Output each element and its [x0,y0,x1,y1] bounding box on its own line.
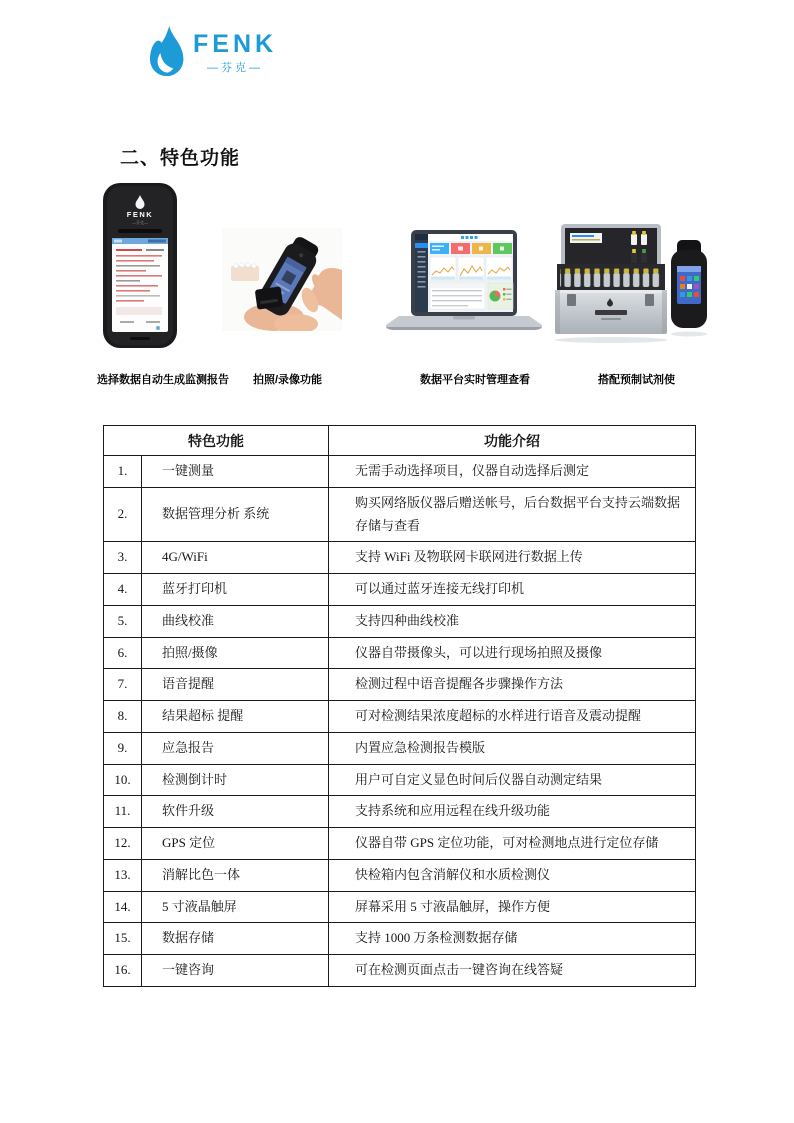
data-platform-illustration [381,230,547,332]
row-number: 4. [104,574,142,606]
svg-text:—芬克—: —芬克— [132,220,148,225]
image-caption-platform: 数据平台实时管理查看 [420,374,530,386]
row-number: 3. [104,542,142,574]
svg-text:FENK: FENK [126,210,154,219]
feature-name: 消解比色一体 [142,859,329,891]
feature-name: 4G/WiFi [142,542,329,574]
section-heading: 二、特色功能 [120,148,241,169]
feature-description: 支持四种曲线校准 [329,605,696,637]
feature-table-header-description: 功能介绍 [329,426,696,456]
table-row [104,456,696,488]
feature-description: 可在检测页面点击一键咨询在线答疑 [329,955,696,987]
table-row [104,637,696,669]
feature-description: 购买网络版仪器后赠送帐号，后台数据平台支持云端数据存储与查看 [329,487,696,542]
table-row [104,859,696,891]
row-number: 12. [104,828,142,860]
feature-description: 可对检测结果浓度超标的水样进行语音及震动提醒 [329,701,696,733]
row-number: 10. [104,764,142,796]
feature-name: 一键咨询 [142,955,329,987]
handheld-meter-illustration [100,183,180,348]
row-number: 11. [104,796,142,828]
logo-text: FENK [193,30,278,59]
table-row [104,542,696,574]
table-row [104,764,696,796]
table-row [104,955,696,987]
feature-name: 拍照/摄像 [142,637,329,669]
feature-table-header-features: 特色功能 [104,426,329,456]
feature-name: 数据存储 [142,923,329,955]
feature-description: 检测过程中语音提醒各步骤操作方法 [329,669,696,701]
product-photo-camera-function [222,228,342,331]
feature-name: 数据管理分析 系统 [142,487,329,542]
brand-logo [150,26,277,80]
feature-description: 仪器自带 GPS 定位功能，可对检测地点进行定位存储 [329,828,696,860]
feature-description: 屏幕采用 5 寸液晶触屏，操作方便 [329,891,696,923]
row-number: 15. [104,923,142,955]
table-row [104,828,696,860]
table-row [104,487,696,542]
table-row [104,923,696,955]
feature-description: 支持 1000 万条检测数据存储 [329,923,696,955]
feature-name: GPS 定位 [142,828,329,860]
row-number: 14. [104,891,142,923]
feature-description: 用户可自定义显色时间后仪器自动测定结果 [329,764,696,796]
row-number: 16. [104,955,142,987]
table-row [104,732,696,764]
feature-description: 仪器自带摄像头，可以进行现场拍照及摄像 [329,637,696,669]
camera-function-illustration [222,228,342,331]
image-caption-reagent: 搭配预制试剂使 [598,374,675,386]
feature-name: 5 寸液晶触屏 [142,891,329,923]
feature-name: 一键测量 [142,456,329,488]
feature-name: 检测倒计时 [142,764,329,796]
row-number: 6. [104,637,142,669]
feature-description: 快检箱内包含消解仪和水质检测仪 [329,859,696,891]
feature-table-header-row [104,426,696,456]
row-number: 5. [104,605,142,637]
image-caption-camera: 拍照/录像功能 [253,374,323,386]
feature-description: 无需手动选择项目，仪器自动选择后测定 [329,456,696,488]
feature-name: 应急报告 [142,732,329,764]
feature-name: 曲线校准 [142,605,329,637]
table-row [104,605,696,637]
feature-table-body [104,456,696,987]
reagent-case-illustration [553,222,725,346]
table-row [104,796,696,828]
feature-description: 可以通过蓝牙连接无线打印机 [329,574,696,606]
feature-name: 软件升级 [142,796,329,828]
feature-description: 支持系统和应用远程在线升级功能 [329,796,696,828]
row-number: 9. [104,732,142,764]
feature-table [103,425,696,987]
feature-name: 蓝牙打印机 [142,574,329,606]
product-photo-data-platform [381,230,547,332]
feature-name: 结果超标 提醒 [142,701,329,733]
row-number: 8. [104,701,142,733]
row-number: 2. [104,487,142,542]
row-number: 7. [104,669,142,701]
table-row [104,574,696,606]
feature-description: 支持 WiFi 及物联网卡联网进行数据上传 [329,542,696,574]
product-photo-reagent-case [553,222,725,346]
logo-subtext: —芬克— [207,61,264,74]
image-caption-report: 选择数据自动生成监测报告 [97,374,229,386]
table-row [104,891,696,923]
row-number: 1. [104,456,142,488]
table-row [104,669,696,701]
logo-flame-icon [150,26,186,80]
feature-description: 内置应急检测报告模版 [329,732,696,764]
feature-name: 语音提醒 [142,669,329,701]
table-row [104,701,696,733]
row-number: 13. [104,859,142,891]
product-photo-handheld-meter [100,183,180,348]
